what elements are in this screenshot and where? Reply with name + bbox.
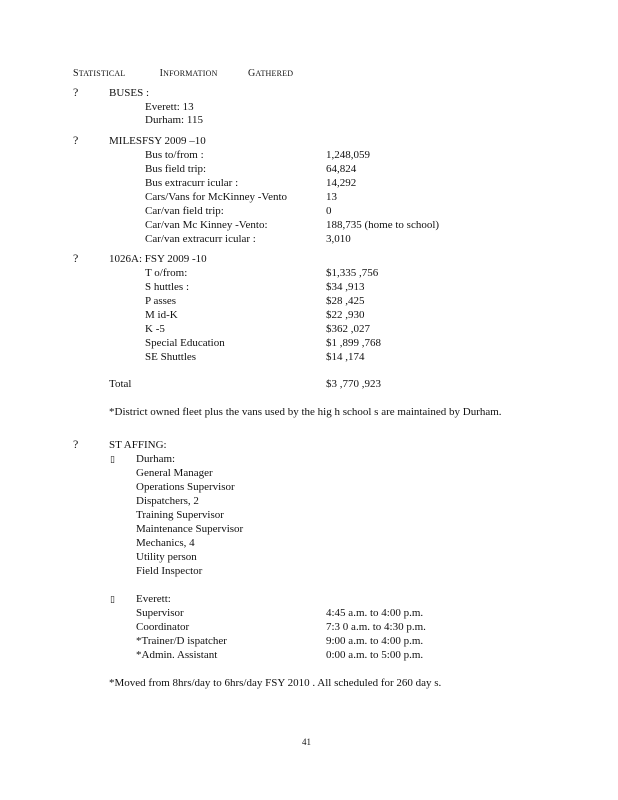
durham-staff-item: Training Supervisor <box>136 509 224 521</box>
fleet-note: *District owned fleet plus the vans used by the hig h school s are maintained by Durham. <box>109 406 502 418</box>
durham-staff-item: General Manager <box>136 467 213 479</box>
budget-title: 1026A: FSY 2009 -10 <box>109 253 207 265</box>
budget-row-label: K -5 <box>145 323 165 335</box>
miles-row-label: Cars/Vans for McKinney -Vento <box>145 191 288 203</box>
miles-row-label: Bus extracurr icular : <box>145 177 239 189</box>
bullet-symbol: ? <box>73 437 79 451</box>
budget-row-label: Special Education <box>145 337 225 349</box>
durham-staff-item: Dispatchers, 2 <box>136 495 199 507</box>
miles-row-value: 14,292 <box>326 177 357 189</box>
everett-staff-hours: 4:45 a.m. to 4:00 p.m. <box>326 607 424 619</box>
budget-row-value: $28 ,425 <box>326 295 365 307</box>
durham-staff-item: Field Inspector <box>136 565 203 577</box>
miles-row-value: 1,248,059 <box>326 149 370 161</box>
budget-row-label: P asses <box>145 295 177 307</box>
buses-everett: Everett: 13 <box>145 101 194 113</box>
buses-title: BUSES : <box>109 87 150 99</box>
miles-row-label: Car/van field trip: <box>145 205 224 217</box>
heading-word: GATHERED <box>247 68 294 79</box>
durham-staff-item: Operations Supervisor <box>136 481 235 493</box>
page-heading <box>73 67 293 81</box>
everett-staff-label: Coordinator <box>136 621 190 633</box>
everett-staff-hours: 0:00 a.m. to 5:00 p.m. <box>326 649 424 661</box>
page-number: 41 <box>302 737 311 747</box>
miles-row-value: 0 <box>326 205 332 217</box>
bullet-symbol: ? <box>73 251 79 265</box>
checkbox-icon: ▯ <box>110 454 115 464</box>
everett-staff-label: Supervisor <box>136 607 184 619</box>
budget-row-label: SE Shuttles <box>145 351 197 363</box>
heading-word: STATISTICAL <box>73 68 126 79</box>
miles-row-label: Bus to/from : <box>145 149 204 161</box>
miles-row-value: 64,824 <box>326 163 357 175</box>
checkbox-icon: ▯ <box>110 594 115 604</box>
durham-title: Durham: <box>136 453 176 465</box>
durham-staff-item: Maintenance Supervisor <box>136 523 244 535</box>
budget-row-value: $34 ,913 <box>326 281 365 293</box>
budget-total-value: $3 ,770 ,923 <box>326 378 381 390</box>
budget-total-label: Total <box>109 378 132 390</box>
bullet-symbol: ? <box>73 133 79 147</box>
miles-row-label: Car/van Mc Kinney -Vento: <box>145 219 268 231</box>
budget-row-value: $1,335 ,756 <box>326 267 379 279</box>
bullet-symbol: ? <box>73 85 79 99</box>
miles-row-value: 13 <box>326 191 337 203</box>
budget-row-label: S huttles : <box>145 281 190 293</box>
durham-staff-item: Utility person <box>136 551 197 563</box>
miles-row-label: Bus field trip: <box>145 163 207 175</box>
budget-row-value: $362 ,027 <box>326 323 370 335</box>
everett-staff-hours: 7:3 0 a.m. to 4:30 p.m. <box>326 621 426 633</box>
budget-row-value: $22 ,930 <box>326 309 365 321</box>
budget-row-label: M id-K <box>145 309 178 321</box>
miles-row-value: 188,735 (home to school) <box>326 219 440 231</box>
budget-row-label: T o/from: <box>145 267 188 279</box>
everett-staff-label: *Admin. Assistant <box>136 649 218 661</box>
everett-staff-label: *Trainer/D ispatcher <box>136 635 227 647</box>
budget-row-value: $1 ,899 ,768 <box>326 337 381 349</box>
heading-word: INFORMATION <box>159 68 218 79</box>
miles-title: MILESFSY 2009 –10 <box>109 135 206 147</box>
buses-durham: Durham: 115 <box>145 114 203 126</box>
staffing-title: ST AFFING: <box>109 439 167 451</box>
moved-note: *Moved from 8hrs/day to 6hrs/day FSY 2010 . All scheduled for 260 day s. <box>109 677 442 689</box>
durham-staff-item: Mechanics, 4 <box>136 537 195 549</box>
everett-title: Everett: <box>136 593 171 605</box>
budget-row-value: $14 ,174 <box>326 351 365 363</box>
everett-staff-hours: 9:00 a.m. to 4:00 p.m. <box>326 635 424 647</box>
miles-row-label: Car/van extracurr icular : <box>145 233 256 245</box>
miles-row-value: 3,010 <box>326 233 351 245</box>
